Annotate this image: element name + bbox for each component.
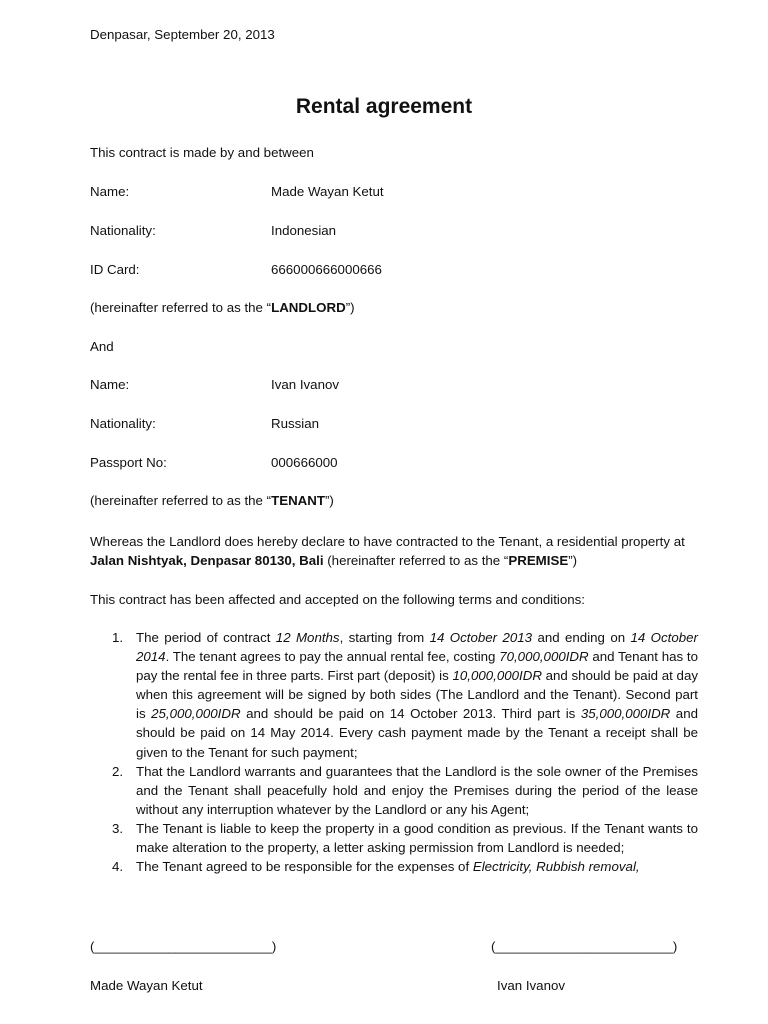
tenant-reference (90, 493, 334, 508)
tenant-passport-label: Passport No: (90, 455, 167, 470)
term-text: . The tenant agrees to pay the annual rental fee, costing (165, 649, 500, 665)
term-number: 1. (112, 630, 124, 645)
expense-items: Electricity, Rubbish removal, (472, 859, 640, 875)
end-date: 14 October 2014 (136, 630, 698, 665)
term-text: and should be paid at day when this agreement will be signed by both sides (The Landlord and the Tenant). Second part is (136, 668, 698, 722)
annual-fee: 70,000,000IDR (499, 649, 589, 665)
premise-address: Jalan Nishtyak, Denpasar 80130, Bali (90, 553, 324, 568)
term-number: 2. (112, 763, 124, 779)
term-text: The period of contract (136, 630, 276, 645)
terms-intro: This contract has been affected and accepted on the following terms and conditions: (90, 592, 586, 607)
contract-period: 12 Months (275, 630, 340, 645)
terms-list (90, 628, 698, 876)
landlord-ref-post: ”) (345, 300, 355, 315)
landlord-reference (90, 300, 355, 315)
landlord-signature-name: Made Wayan Ketut (90, 978, 203, 993)
term-item-3 (90, 819, 698, 857)
term-text: That the Landlord warrants and guarantees that the Landlord is the sole owner of the Premises and the Tenant shall peacefully hold and enjoy the Premises during the period of the lease without any interruption whatever by the Landlord or any his Agent; (136, 763, 698, 817)
term-item-1 (90, 628, 698, 762)
landlord-ref-term: LANDLORD (271, 300, 346, 315)
term-number: 4. (112, 859, 124, 875)
landlord-name-label: Name: (90, 184, 130, 199)
term-text: and should be paid on 14 May 2014. Every cash payment made by the Tenant a receipt shall be given to the Tenant for such payment; (136, 706, 698, 760)
tenant-ref-pre: (hereinafter referred to as the “ (90, 493, 272, 508)
whereas-part2: (hereinafter referred to as the “ (323, 553, 509, 568)
intro-text: This contract is made by and between (90, 145, 314, 160)
term-text: and should be paid on 14 October 2013. Third part is (240, 706, 581, 722)
term-text: and Tenant has to pay the rental fee in three parts. First part (deposit) is (136, 649, 698, 684)
tenant-name-value: Ivan Ivanov (271, 377, 340, 392)
premise-term: PREMISE (508, 553, 569, 568)
document-title: Rental agreement (295, 95, 473, 118)
start-date: 14 October 2013 (429, 630, 533, 645)
term-text: and ending on (532, 630, 631, 645)
third-payment: 35,000,000IDR (580, 706, 671, 722)
term-text: The Tenant agreed to be responsible for the expenses of (136, 859, 473, 875)
tenant-passport-value: 000666000 (271, 455, 338, 470)
tenant-nationality-value: Russian (271, 416, 320, 431)
landlord-signature-line: (________________________) (90, 939, 277, 954)
and-text: And (90, 339, 114, 354)
term-number: 3. (112, 820, 124, 836)
tenant-name-label: Name: (90, 377, 130, 392)
tenant-signature-name: Ivan Ivanov (497, 978, 566, 993)
landlord-nationality-value: Indonesian (271, 223, 337, 238)
landlord-name-value: Made Wayan Ketut (271, 184, 384, 199)
landlord-nationality-label: Nationality: (90, 223, 156, 238)
tenant-ref-term: TENANT (271, 493, 325, 508)
whereas-part3: ”) (568, 553, 578, 568)
deposit-amount: 10,000,000IDR (452, 668, 542, 684)
whereas-paragraph (90, 532, 698, 570)
date-line: Denpasar, September 20, 2013 (90, 27, 275, 42)
landlord-id-value: 666000666000666 (271, 262, 382, 277)
term-item-4 (90, 857, 698, 876)
term-text: , starting from (339, 630, 430, 645)
whereas-part1: Whereas the Landlord does hereby declare to have contracted to the Tenant, a residential property at (90, 534, 685, 549)
tenant-nationality-label: Nationality: (90, 416, 156, 431)
tenant-signature-line: (________________________) (491, 939, 678, 954)
landlord-id-label: ID Card: (90, 262, 140, 277)
landlord-ref-pre: (hereinafter referred to as the “ (90, 300, 272, 315)
tenant-ref-post: ”) (325, 493, 334, 508)
term-item-2 (90, 762, 698, 819)
second-payment: 25,000,000IDR (151, 706, 241, 722)
term-text: The Tenant is liable to keep the property in a good condition as previous. If the Tenant wants to make alteration to the property, a letter asking permission from Landlord is needed; (136, 820, 698, 856)
